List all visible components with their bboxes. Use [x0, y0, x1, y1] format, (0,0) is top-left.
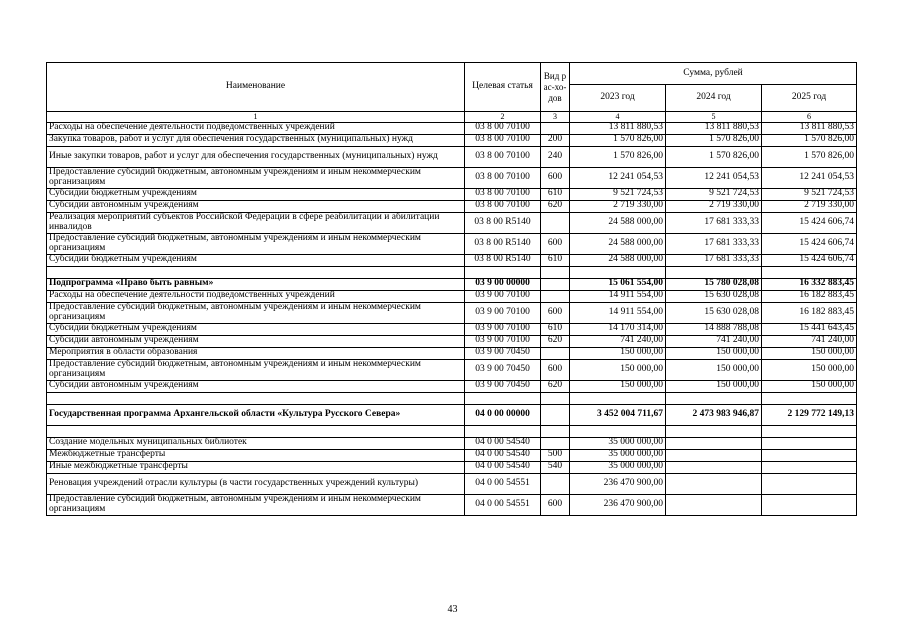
cell-code: 03 8 00 70100 — [465, 167, 541, 188]
cell-kind: 610 — [541, 323, 570, 335]
cell-v1 — [570, 425, 666, 437]
header-name: Наименование — [47, 63, 465, 112]
cell-name: Предоставление субсидий бюджетным, автономным учреждениям и иным некоммерческим организациям — [47, 359, 465, 380]
cell-v3: 9 521 724,53 — [762, 188, 857, 200]
column-number: 2 — [465, 112, 541, 123]
cell-kind: 240 — [541, 146, 570, 167]
cell-v1: 741 240,00 — [570, 335, 666, 347]
cell-v2: 1 570 826,00 — [666, 134, 762, 146]
cell-v3: 15 441 643,45 — [762, 323, 857, 335]
table-row — [47, 449, 857, 461]
cell-name: Иные межбюджетные трансферты — [47, 461, 465, 473]
cell-kind: 540 — [541, 461, 570, 473]
cell-name: Предоставление субсидий бюджетным, автономным учреждениям и иным некоммерческим организациям — [47, 167, 465, 188]
cell-name: Субсидии бюджетным учреждениям — [47, 323, 465, 335]
cell-kind: 600 — [541, 167, 570, 188]
cell-v2 — [666, 473, 762, 494]
cell-v2 — [666, 461, 762, 473]
cell-v1: 14 911 554,00 — [570, 290, 666, 302]
cell-kind — [541, 266, 570, 278]
table-row — [47, 188, 857, 200]
cell-v2: 150 000,00 — [666, 347, 762, 359]
cell-code: 04 0 00 54540 — [465, 437, 541, 449]
cell-name — [47, 425, 465, 437]
cell-kind — [541, 290, 570, 302]
cell-v1: 150 000,00 — [570, 359, 666, 380]
cell-code: 04 0 00 54551 — [465, 494, 541, 515]
cell-v3: 15 424 606,74 — [762, 233, 857, 254]
table-row — [47, 302, 857, 323]
cell-kind: 620 — [541, 200, 570, 212]
cell-v3: 2 719 330,00 — [762, 200, 857, 212]
cell-v3: 150 000,00 — [762, 359, 857, 380]
cell-kind: 610 — [541, 254, 570, 266]
table-row — [47, 233, 857, 254]
cell-kind: 500 — [541, 449, 570, 461]
cell-v1: 15 061 554,00 — [570, 278, 666, 290]
table-row — [47, 335, 857, 347]
cell-code: 03 8 00 R5140 — [465, 233, 541, 254]
cell-v3 — [762, 392, 857, 404]
cell-v3 — [762, 437, 857, 449]
cell-v3 — [762, 425, 857, 437]
cell-v2: 2 473 983 946,87 — [666, 404, 762, 425]
cell-code: 03 9 00 70450 — [465, 347, 541, 359]
cell-code: 03 8 00 R5140 — [465, 254, 541, 266]
cell-kind: 600 — [541, 359, 570, 380]
cell-code: 03 8 00 70100 — [465, 134, 541, 146]
column-number: 6 — [762, 112, 857, 123]
cell-v1 — [570, 266, 666, 278]
cell-name: Субсидии автономным учреждениям — [47, 200, 465, 212]
cell-kind: 620 — [541, 335, 570, 347]
header-sum: Сумма, рублей — [570, 63, 857, 85]
cell-name: Реализация мероприятий субъектов Российской Федерации в сфере реабилитации и абилитации инвалидов — [47, 212, 465, 233]
cell-v3: 12 241 054,53 — [762, 167, 857, 188]
cell-kind — [541, 278, 570, 290]
cell-v2: 2 719 330,00 — [666, 200, 762, 212]
cell-v1: 3 452 004 711,67 — [570, 404, 666, 425]
cell-code: 04 0 00 54540 — [465, 449, 541, 461]
cell-name: Расходы на обеспечение деятельности подведомственных учреждений — [47, 122, 465, 134]
column-number: 1 — [47, 112, 465, 123]
cell-v3: 741 240,00 — [762, 335, 857, 347]
cell-name: Создание модельных муниципальных библиотек — [47, 437, 465, 449]
cell-code — [465, 425, 541, 437]
cell-v2: 13 811 880,53 — [666, 122, 762, 134]
cell-name: Закупка товаров, работ и услуг для обеспечения государственных (муниципальных) нужд — [47, 134, 465, 146]
cell-name: Предоставление субсидий бюджетным, автономным учреждениям и иным некоммерческим организациям — [47, 302, 465, 323]
cell-v2: 9 521 724,53 — [666, 188, 762, 200]
cell-v1: 35 000 000,00 — [570, 449, 666, 461]
header-target-article: Целевая статья — [465, 63, 541, 112]
cell-v3: 15 424 606,74 — [762, 212, 857, 233]
cell-v1: 150 000,00 — [570, 347, 666, 359]
cell-code: 04 0 00 54540 — [465, 461, 541, 473]
cell-name: Межбюджетные трансферты — [47, 449, 465, 461]
cell-kind — [541, 212, 570, 233]
header-row — [47, 63, 857, 85]
budget-table — [46, 62, 857, 516]
column-number: 5 — [666, 112, 762, 123]
cell-v3 — [762, 461, 857, 473]
page-number: 43 — [447, 604, 458, 615]
table-row — [47, 122, 857, 134]
table-row — [47, 404, 857, 425]
cell-kind — [541, 473, 570, 494]
cell-kind: 620 — [541, 380, 570, 392]
table-row — [47, 278, 857, 290]
column-number: 3 — [541, 112, 570, 123]
cell-v1: 1 570 826,00 — [570, 146, 666, 167]
cell-v2: 12 241 054,53 — [666, 167, 762, 188]
cell-kind: 600 — [541, 302, 570, 323]
cell-kind — [541, 437, 570, 449]
cell-v3: 150 000,00 — [762, 380, 857, 392]
cell-kind — [541, 404, 570, 425]
empty-row — [47, 392, 857, 404]
cell-v1: 24 588 000,00 — [570, 212, 666, 233]
table-row — [47, 473, 857, 494]
table-row — [47, 290, 857, 302]
cell-v1: 1 570 826,00 — [570, 134, 666, 146]
cell-name: Субсидии автономным учреждениям — [47, 380, 465, 392]
cell-v3: 1 570 826,00 — [762, 134, 857, 146]
cell-v2 — [666, 437, 762, 449]
table-row — [47, 323, 857, 335]
cell-kind: 600 — [541, 233, 570, 254]
cell-v2 — [666, 392, 762, 404]
cell-v3: 16 332 883,45 — [762, 278, 857, 290]
cell-v3: 1 570 826,00 — [762, 146, 857, 167]
table-row — [47, 146, 857, 167]
table-row — [47, 212, 857, 233]
cell-v3 — [762, 266, 857, 278]
cell-v3: 150 000,00 — [762, 347, 857, 359]
cell-code: 04 0 00 00000 — [465, 404, 541, 425]
table-row — [47, 347, 857, 359]
cell-kind — [541, 122, 570, 134]
cell-v1: 35 000 000,00 — [570, 437, 666, 449]
cell-v1: 150 000,00 — [570, 380, 666, 392]
cell-name: Субсидии автономным учреждениям — [47, 335, 465, 347]
cell-v2 — [666, 266, 762, 278]
cell-v3: 2 129 772 149,13 — [762, 404, 857, 425]
header-year-2025: 2025 год — [762, 85, 857, 112]
cell-v3 — [762, 473, 857, 494]
cell-v3: 15 424 606,74 — [762, 254, 857, 266]
cell-name: Расходы на обеспечение деятельности подведомственных учреждений — [47, 290, 465, 302]
cell-v1: 2 719 330,00 — [570, 200, 666, 212]
cell-v2: 17 681 333,33 — [666, 233, 762, 254]
cell-name: Субсидии бюджетным учреждениям — [47, 254, 465, 266]
cell-v3: 16 182 883,45 — [762, 290, 857, 302]
cell-code: 03 9 00 70450 — [465, 380, 541, 392]
cell-code: 03 9 00 70450 — [465, 359, 541, 380]
table-row — [47, 200, 857, 212]
cell-code: 03 9 00 70100 — [465, 290, 541, 302]
empty-row — [47, 266, 857, 278]
column-number: 4 — [570, 112, 666, 123]
cell-code: 04 0 00 54551 — [465, 473, 541, 494]
cell-v2 — [666, 449, 762, 461]
cell-v2: 17 681 333,33 — [666, 212, 762, 233]
cell-code: 03 9 00 70100 — [465, 302, 541, 323]
cell-kind — [541, 347, 570, 359]
cell-code: 03 8 00 70100 — [465, 122, 541, 134]
cell-v2: 15 630 028,08 — [666, 290, 762, 302]
cell-v3 — [762, 449, 857, 461]
cell-name: Подпрограмма «Право быть равным» — [47, 278, 465, 290]
column-number-row — [47, 112, 857, 123]
cell-kind: 610 — [541, 188, 570, 200]
cell-v1: 24 588 000,00 — [570, 254, 666, 266]
table-row — [47, 254, 857, 266]
cell-v1: 9 521 724,53 — [570, 188, 666, 200]
cell-code: 03 8 00 70100 — [465, 146, 541, 167]
cell-name: Иные закупки товаров, работ и услуг для обеспечения государственных (муниципальных) нужд — [47, 146, 465, 167]
cell-v2: 15 630 028,08 — [666, 302, 762, 323]
cell-code — [465, 266, 541, 278]
cell-code: 03 9 00 70100 — [465, 323, 541, 335]
cell-name — [47, 266, 465, 278]
cell-v2: 17 681 333,33 — [666, 254, 762, 266]
table-row — [47, 134, 857, 146]
cell-v2 — [666, 494, 762, 515]
table-row — [47, 437, 857, 449]
cell-v1: 14 170 314,00 — [570, 323, 666, 335]
cell-v3 — [762, 494, 857, 515]
cell-name: Предоставление субсидий бюджетным, автономным учреждениям и иным некоммерческим организациям — [47, 494, 465, 515]
cell-v2: 150 000,00 — [666, 380, 762, 392]
table-row — [47, 494, 857, 515]
cell-name: Реновация учреждений отрасли культуры (в части государственных учреждений культуры) — [47, 473, 465, 494]
cell-v1 — [570, 392, 666, 404]
cell-name — [47, 392, 465, 404]
table-row — [47, 461, 857, 473]
header-expense-kind: Вид рас-хо-дов — [541, 63, 570, 112]
cell-kind — [541, 392, 570, 404]
cell-v1: 35 000 000,00 — [570, 461, 666, 473]
table-row — [47, 380, 857, 392]
header-year-2023: 2023 год — [570, 85, 666, 112]
cell-name: Субсидии бюджетным учреждениям — [47, 188, 465, 200]
cell-v2: 741 240,00 — [666, 335, 762, 347]
cell-code: 03 8 00 R5140 — [465, 212, 541, 233]
table-row — [47, 167, 857, 188]
empty-row — [47, 425, 857, 437]
cell-v1: 236 470 900,00 — [570, 473, 666, 494]
cell-name: Мероприятия в области образования — [47, 347, 465, 359]
cell-v1: 12 241 054,53 — [570, 167, 666, 188]
cell-v1: 236 470 900,00 — [570, 494, 666, 515]
cell-v2: 150 000,00 — [666, 359, 762, 380]
cell-v1: 14 911 554,00 — [570, 302, 666, 323]
cell-v3: 13 811 880,53 — [762, 122, 857, 134]
cell-v2: 1 570 826,00 — [666, 146, 762, 167]
cell-v2: 15 780 028,08 — [666, 278, 762, 290]
cell-code — [465, 392, 541, 404]
cell-v2 — [666, 425, 762, 437]
cell-code: 03 9 00 00000 — [465, 278, 541, 290]
cell-code: 03 9 00 70100 — [465, 335, 541, 347]
cell-code: 03 8 00 70100 — [465, 188, 541, 200]
cell-code: 03 8 00 70100 — [465, 200, 541, 212]
cell-v1: 24 588 000,00 — [570, 233, 666, 254]
cell-v3: 16 182 883,45 — [762, 302, 857, 323]
table-row — [47, 359, 857, 380]
header-year-2024: 2024 год — [666, 85, 762, 112]
cell-name: Предоставление субсидий бюджетным, автономным учреждениям и иным некоммерческим организациям — [47, 233, 465, 254]
cell-kind: 200 — [541, 134, 570, 146]
table-body — [47, 63, 857, 516]
cell-name: Государственная программа Архангельской области «Культура Русского Севера» — [47, 404, 465, 425]
cell-kind — [541, 425, 570, 437]
cell-v1: 13 811 880,53 — [570, 122, 666, 134]
cell-kind: 600 — [541, 494, 570, 515]
cell-v2: 14 888 788,08 — [666, 323, 762, 335]
